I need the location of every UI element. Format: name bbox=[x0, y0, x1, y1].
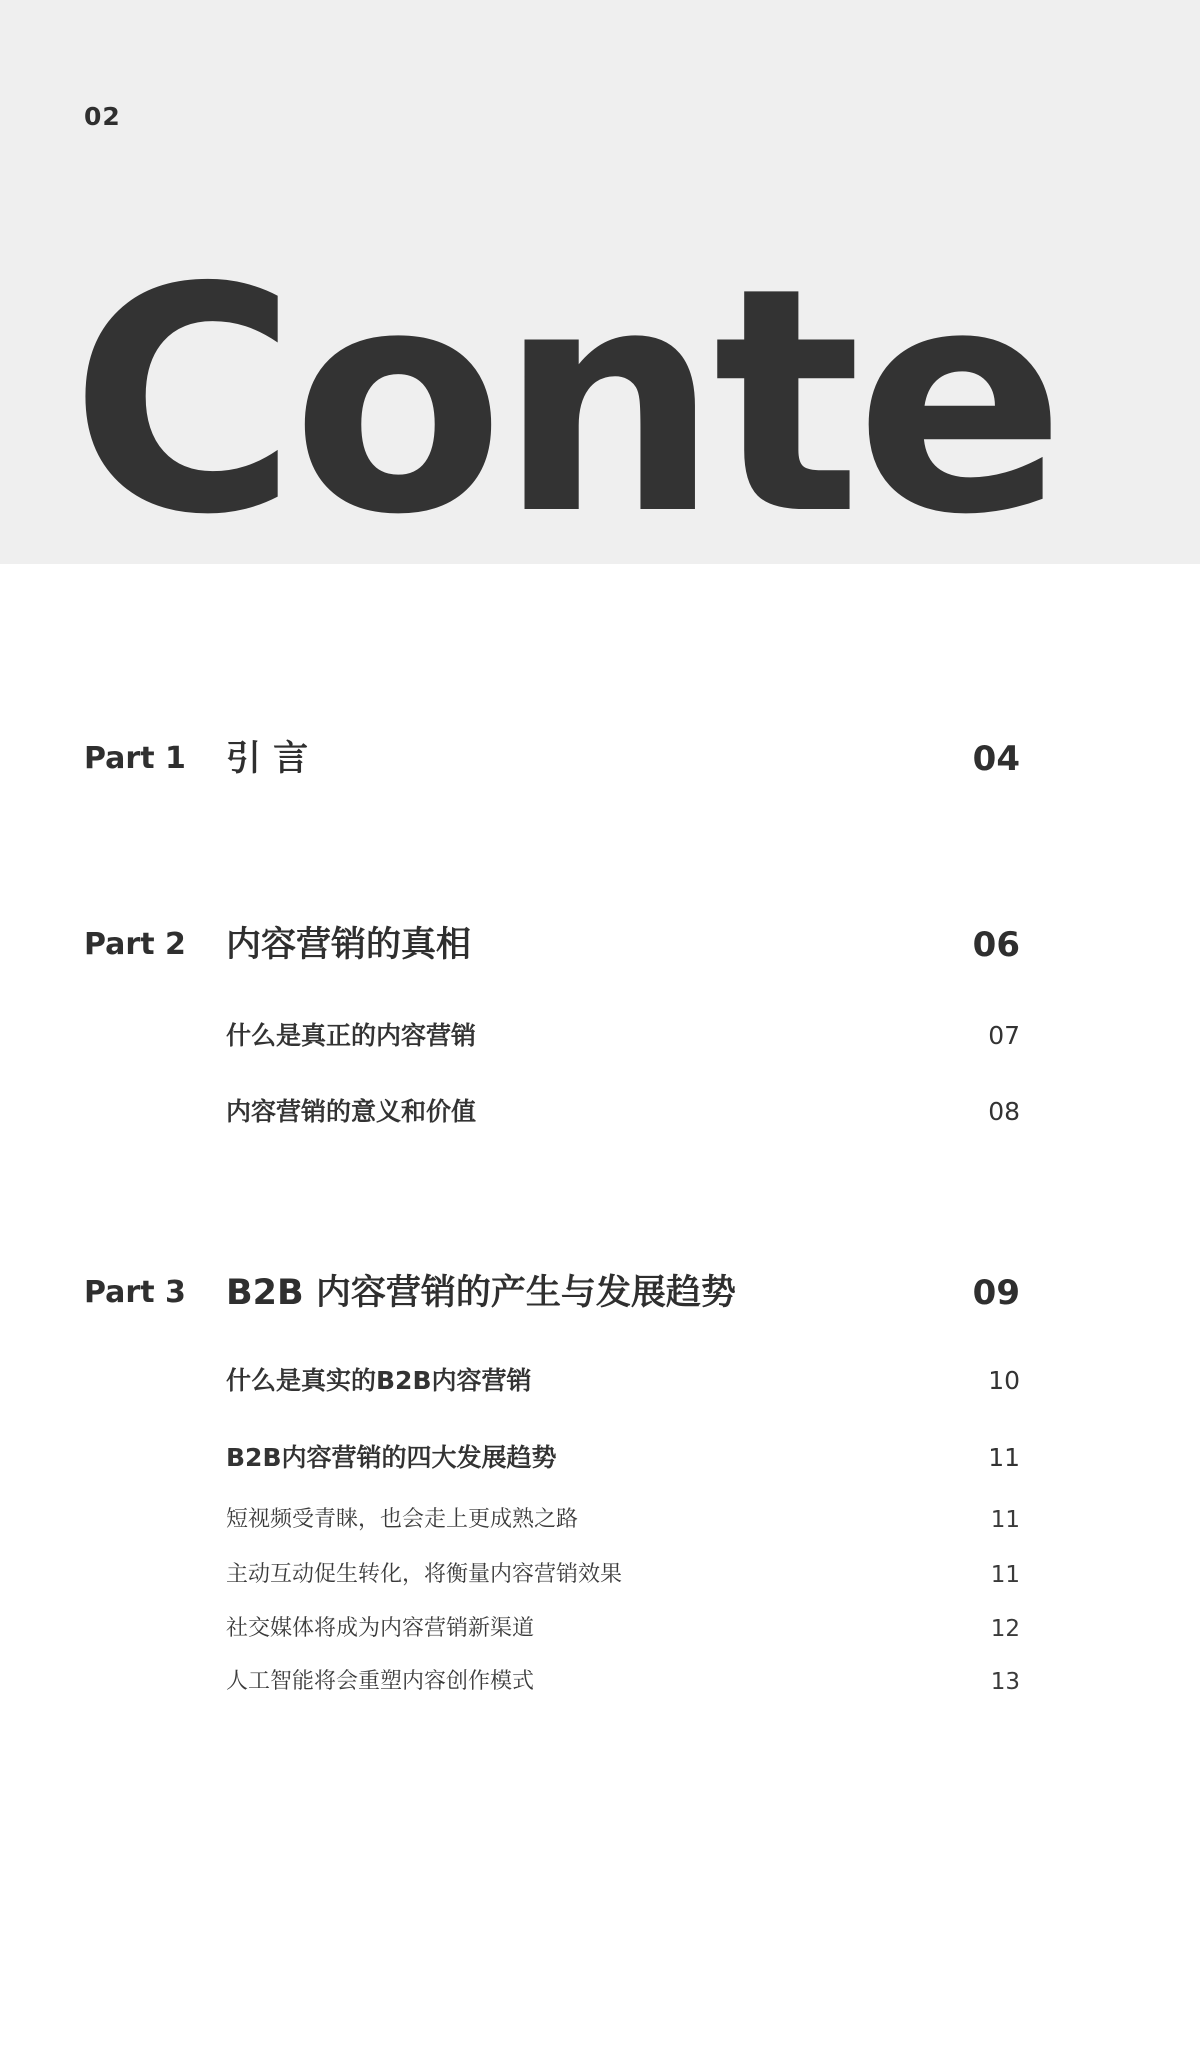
toc-section[interactable] bbox=[0, 1090, 1200, 1134]
section-title: 什么是真实的B2B内容营销 bbox=[226, 1366, 532, 1395]
subsection-page-number: 13 bbox=[990, 1669, 1020, 1695]
subsection-page-number: 11 bbox=[990, 1507, 1020, 1533]
toc-section[interactable] bbox=[0, 1436, 1200, 1480]
part-title: B2B 内容营销的产生与发展趋势 bbox=[226, 1273, 736, 1313]
section-page-number: 11 bbox=[988, 1443, 1020, 1472]
section-page-number: 08 bbox=[988, 1097, 1020, 1126]
toc-subsection[interactable] bbox=[0, 1502, 1200, 1538]
part-page-number: 04 bbox=[972, 739, 1020, 779]
part-label: Part 2 bbox=[84, 927, 186, 962]
part-page-number: 09 bbox=[972, 1273, 1020, 1313]
subsection-title: 短视频受青睐，也会走上更成熟之路 bbox=[226, 1507, 579, 1532]
toc-section[interactable] bbox=[0, 1359, 1200, 1403]
toc-part-1[interactable] bbox=[0, 729, 1200, 789]
section-title: B2B内容营销的四大发展趋势 bbox=[226, 1443, 557, 1472]
toc-subsection[interactable] bbox=[0, 1611, 1200, 1647]
contents-heading: Conte bbox=[70, 222, 1060, 564]
subsection-title: 人工智能将会重塑内容创作模式 bbox=[226, 1669, 535, 1694]
subsection-page-number: 12 bbox=[990, 1616, 1020, 1642]
subsection-title: 主动互动促生转化，将衡量内容营销效果 bbox=[226, 1562, 623, 1587]
part-label: Part 3 bbox=[84, 1275, 186, 1310]
toc-part-2[interactable] bbox=[0, 915, 1200, 975]
part-label: Part 1 bbox=[84, 741, 186, 776]
hero-banner bbox=[0, 0, 1200, 564]
part-page-number: 06 bbox=[972, 925, 1020, 965]
toc-part-3[interactable] bbox=[0, 1263, 1200, 1323]
section-page-number: 10 bbox=[988, 1366, 1020, 1395]
part-title: 内容营销的真相 bbox=[226, 925, 472, 965]
page-number: 02 bbox=[84, 102, 121, 131]
subsection-page-number: 11 bbox=[990, 1562, 1020, 1588]
part-title: 引 言 bbox=[226, 739, 309, 779]
subsection-title: 社交媒体将成为内容营销新渠道 bbox=[226, 1616, 535, 1641]
toc-section[interactable] bbox=[0, 1014, 1200, 1058]
section-title: 什么是真正的内容营销 bbox=[226, 1021, 477, 1050]
toc-subsection[interactable] bbox=[0, 1664, 1200, 1700]
toc-subsection[interactable] bbox=[0, 1557, 1200, 1593]
section-page-number: 07 bbox=[988, 1021, 1020, 1050]
section-title: 内容营销的意义和价值 bbox=[226, 1097, 477, 1126]
